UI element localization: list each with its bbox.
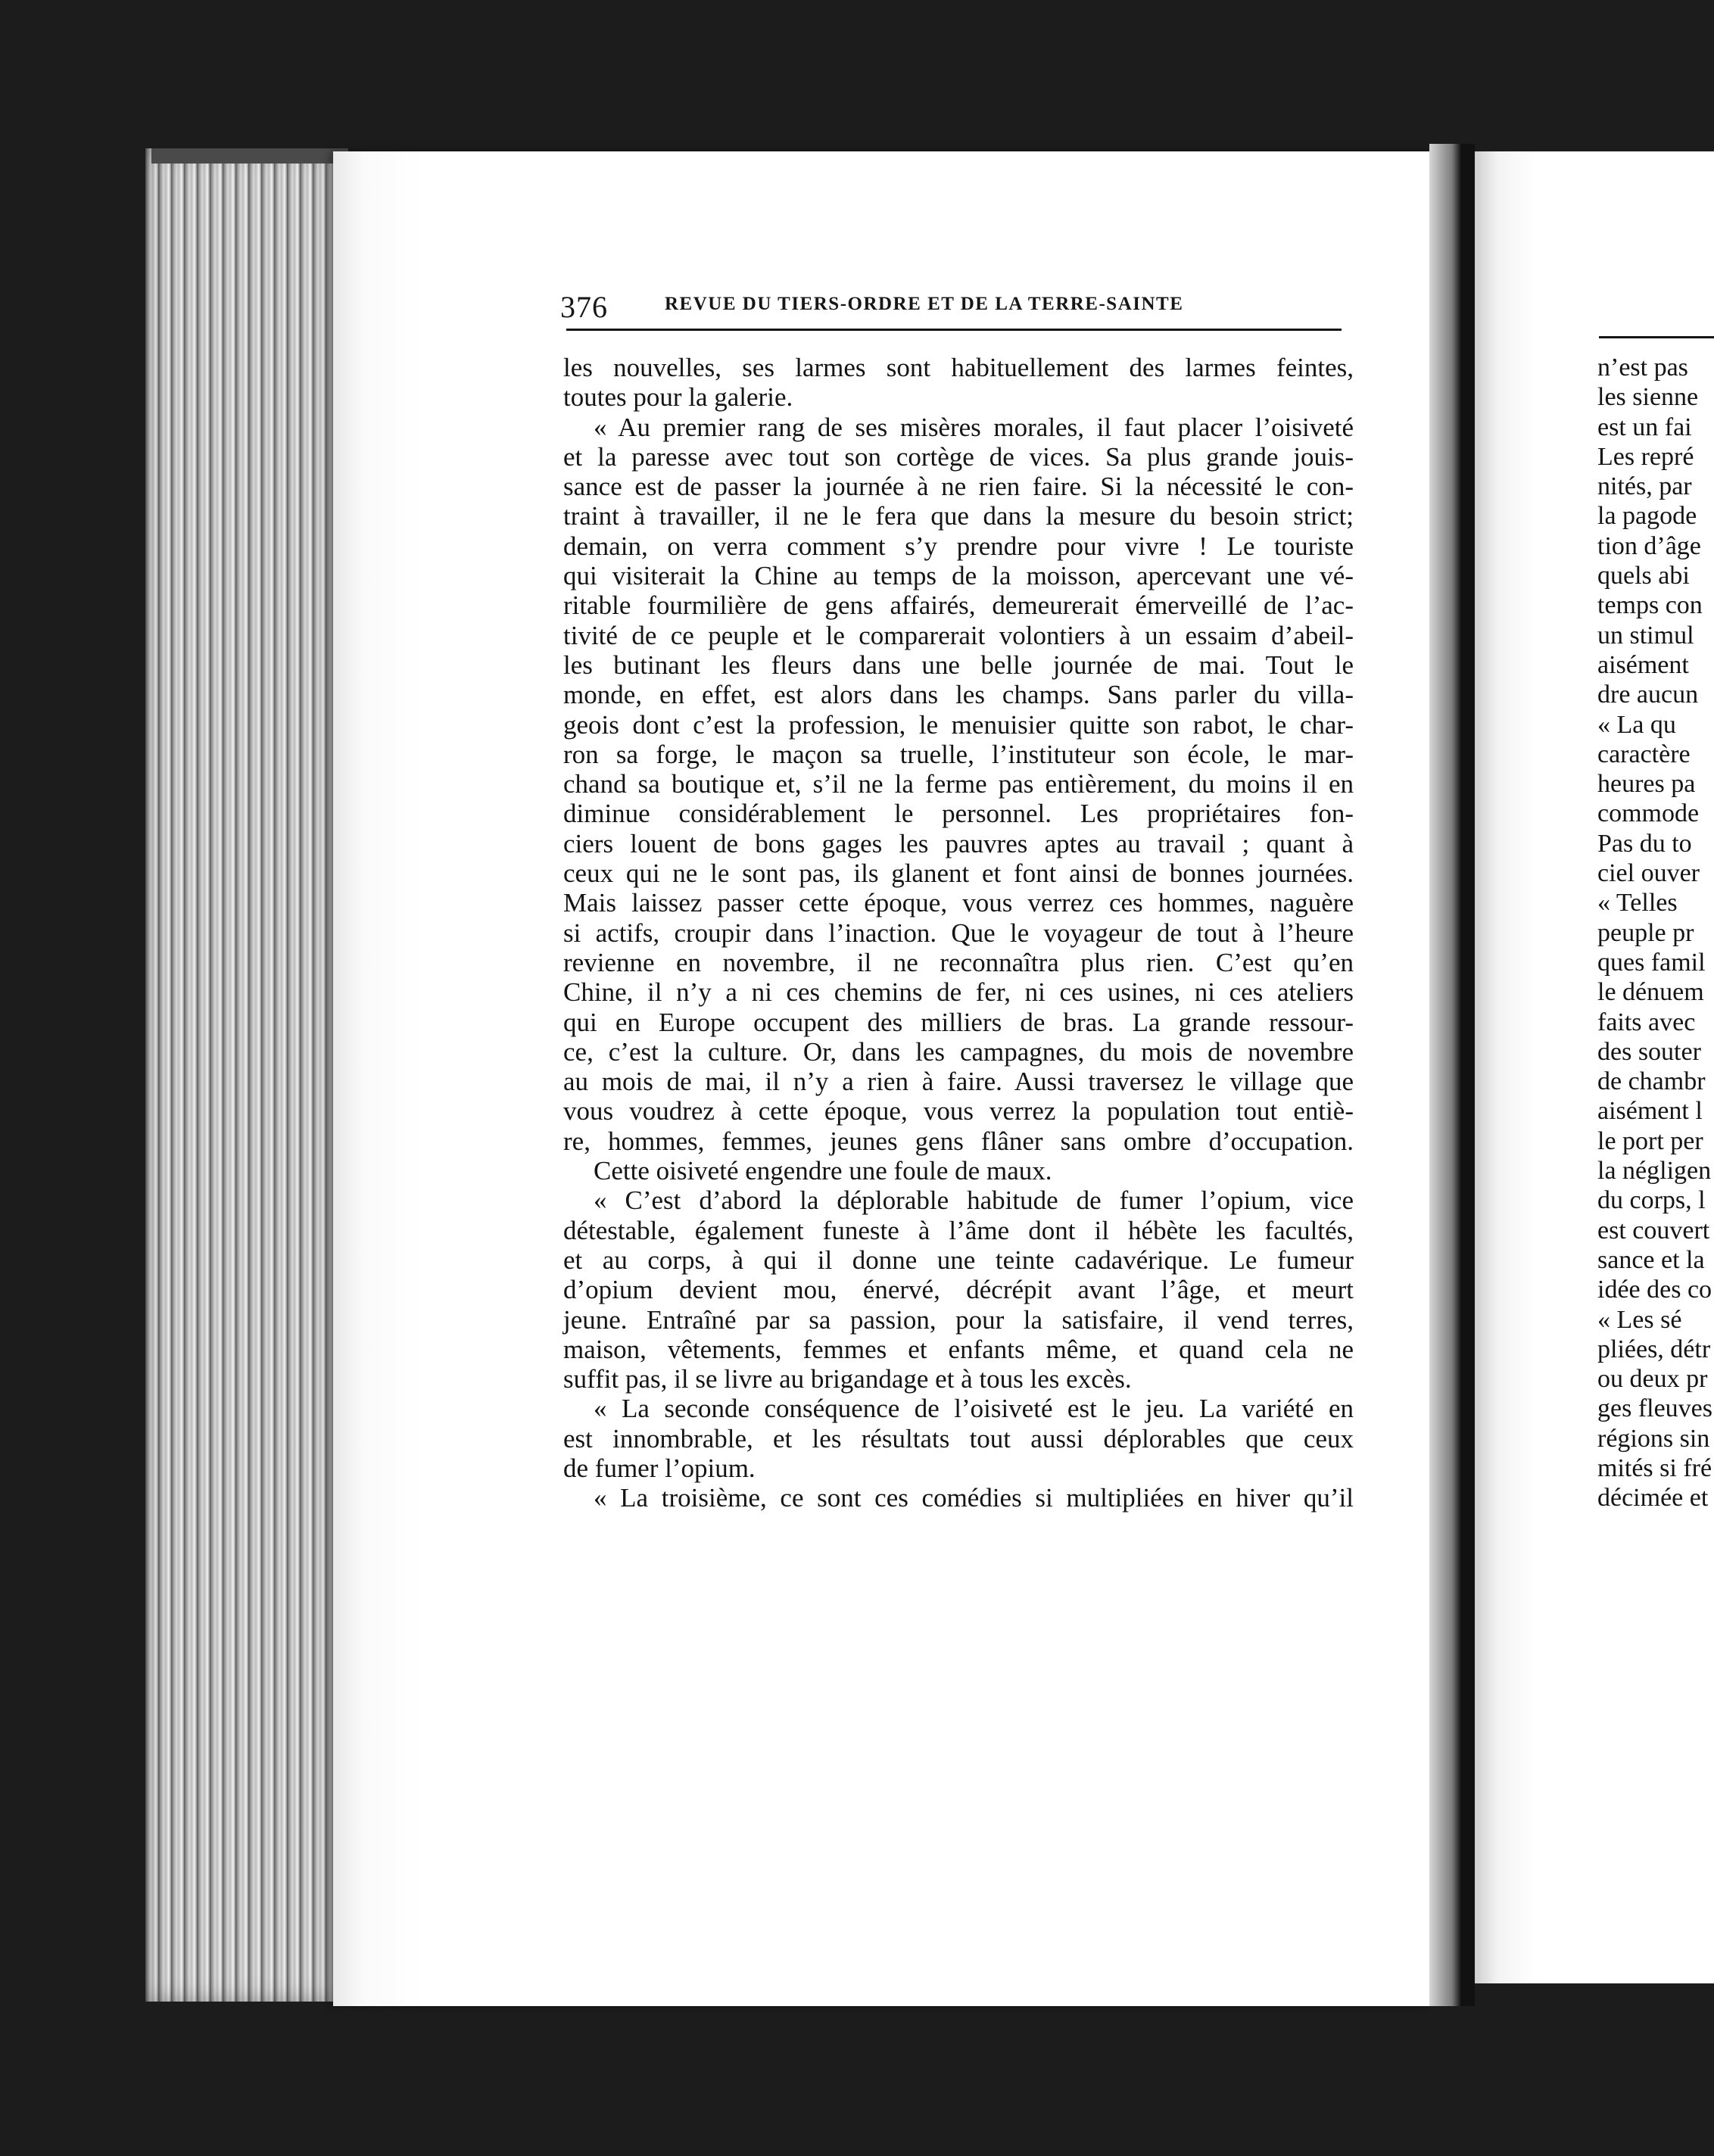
right-text-line: ciel ouver (1597, 859, 1700, 888)
text-line: et la paresse avec tout son cortège de vices. Sa plus grande jouis- (563, 441, 1354, 472)
book-gutter (1429, 144, 1475, 2006)
right-text-line: commode (1597, 799, 1700, 828)
right-text-line: ques famil (1597, 948, 1706, 977)
right-text-line: le dénuem (1597, 978, 1704, 1007)
text-line: les butinant les fleurs dans une belle journée de mai. Tout le (563, 650, 1354, 680)
text-line: toutes pour la galerie. (563, 382, 793, 413)
right-text-line: temps con (1597, 591, 1703, 620)
text-line: chand sa boutique et, s’il ne la ferme pas entièrement, du moins il en (563, 769, 1354, 799)
right-text-line: quels abi (1597, 562, 1690, 590)
right-text-line: décimée et (1597, 1484, 1709, 1513)
right-text-line: Pas du to (1597, 829, 1692, 858)
right-text-line: régions sin (1597, 1424, 1710, 1453)
text-line: Cette oisiveté engendre une foule de maux. (594, 1156, 1052, 1186)
text-line: ritable fourmilière de gens affairés, demeurerait émerveillé de l’ac- (563, 590, 1354, 621)
right-text-line: caractère (1597, 740, 1691, 768)
right-text-line: faits avec (1597, 1008, 1696, 1036)
text-line: « La seconde conséquence de l’oisiveté est le jeu. La variété en (594, 1394, 1354, 1424)
text-line: suffit pas, il se livre au brigandage et à tous les excès. (563, 1364, 1132, 1394)
text-line: sance est de passer la journée à ne rien faire. Si la nécessité le con- (563, 472, 1354, 502)
right-text-line: ges fleuves (1597, 1394, 1713, 1423)
text-line: et au corps, à qui il donne une teinte cadavérique. Le fumeur (563, 1245, 1354, 1275)
text-line: est innombrable, et les résultats tout aussi déplorables que ceux (563, 1423, 1354, 1453)
right-text-line: est un fai (1597, 413, 1692, 441)
right-text-line: nités, par (1597, 472, 1692, 501)
text-line: ce, c’est la culture. Or, dans les campagnes, du mois de novembre (563, 1036, 1354, 1067)
text-line: « Au premier rang de ses misères morales, il faut placer l’oisiveté (594, 412, 1354, 442)
text-line: geois dont c’est la profession, le menuisier quitte son rabot, le char- (563, 709, 1354, 740)
text-line: d’opium devient mou, énervé, décrépit avant l’âge, et meurt (563, 1275, 1354, 1305)
right-text-line: « Telles (1597, 889, 1678, 918)
text-line: monde, en effet, est alors dans les champs. Sans parler du villa- (563, 680, 1354, 710)
text-line: ceux qui ne le sont pas, ils glanent et font ainsi de bonnes journées. (563, 858, 1354, 889)
text-line: « La troisième, ce sont ces comédies si multipliées en hiver qu’il (594, 1483, 1354, 1513)
right-text-line: n’est pas (1597, 354, 1688, 382)
text-line: au mois de mai, il n’y a rien à faire. Aussi traversez le village que (563, 1067, 1354, 1097)
right-text-line: sance et la (1597, 1245, 1705, 1274)
right-text-line: ou deux pr (1597, 1365, 1708, 1394)
header-rule (566, 329, 1342, 331)
right-text-line: mités si fré (1597, 1453, 1712, 1482)
text-line: tivité de ce peuple et le comparerait volontiers à un essaim d’abeil- (563, 620, 1354, 650)
right-text-line: peuple pr (1597, 918, 1694, 947)
right-page-header-rule (1599, 336, 1714, 338)
running-title: REVUE DU TIERS-ORDRE ET DE LA TERRE-SAINTE (665, 294, 1184, 314)
right-text-line: Les repré (1597, 442, 1694, 471)
right-text-line: de chambr (1597, 1067, 1706, 1096)
right-text-line: idée des co (1597, 1276, 1712, 1304)
right-page-text (1597, 353, 1714, 1513)
page-number: 376 (560, 290, 608, 324)
text-line: ciers louent de bons gages les pauvres aptes au travail ; quant à (563, 828, 1354, 858)
right-text-line: « Les sé (1597, 1305, 1682, 1334)
text-line: détestable, également funeste à l’âme dont il hébète les facultés, (563, 1215, 1354, 1245)
right-text-line: la négligen (1597, 1157, 1712, 1185)
right-text-line: est couvert (1597, 1216, 1710, 1245)
right-text-line: « La qu (1597, 710, 1676, 739)
right-text-line: du corps, l (1597, 1186, 1706, 1215)
right-text-line: des souter (1597, 1037, 1701, 1066)
text-line: re, hommes, femmes, jeunes gens flâner sans ombre d’occupation. (563, 1126, 1354, 1156)
right-text-line: un stimul (1597, 621, 1694, 650)
text-line: qui en Europe occupent des milliers de bras. La grande ressour- (563, 1007, 1354, 1037)
text-line: les nouvelles, ses larmes sont habituellement des larmes feintes, (563, 353, 1354, 382)
text-line: de fumer l’opium. (563, 1453, 756, 1483)
body-text (563, 353, 1354, 1513)
text-line: ron sa forge, le maçon sa truelle, l’instituteur son école, le mar- (563, 739, 1354, 769)
right-text-line: dre aucun (1597, 681, 1699, 709)
page-stack-top (151, 148, 348, 164)
text-line: qui visiterait la Chine au temps de la moisson, apercevant une vé- (563, 561, 1354, 591)
right-text-line: pliées, détr (1597, 1335, 1711, 1363)
right-text-line: tion d’âge (1597, 531, 1701, 560)
text-line: revienne en novembre, il ne reconnaîtra plus rien. C’est qu’en (563, 947, 1354, 977)
text-line: si actifs, croupir dans l’inaction. Que le voyageur de tout à l’heure (563, 918, 1354, 948)
right-text-line: aisément l (1597, 1097, 1703, 1126)
text-line: vous voudrez à cette époque, vous verrez la population tout entiè- (563, 1096, 1354, 1126)
right-text-line: aisément (1597, 650, 1689, 679)
text-line: traint à travailler, il ne le fera que dans la mesure du besoin strict; (563, 501, 1354, 531)
right-text-line: les sienne (1597, 383, 1699, 412)
right-text-line: heures pa (1597, 770, 1696, 799)
page-stack-edge (145, 148, 335, 2002)
text-line: Chine, il n’y a ni ces chemins de fer, ni ces usines, ni ces ateliers (563, 977, 1354, 1008)
text-line: jeune. Entraîné par sa passion, pour la satisfaire, il vend terres, (563, 1304, 1354, 1335)
right-text-line: le port per (1597, 1126, 1703, 1155)
right-text-line: la pagode (1597, 502, 1697, 531)
text-line: demain, on verra comment s’y prendre pour vivre ! Le touriste (563, 531, 1354, 561)
text-line: maison, vêtements, femmes et enfants même, et quand cela ne (563, 1334, 1354, 1364)
text-line: « C’est d’abord la déplorable habitude de fumer l’opium, vice (594, 1185, 1354, 1216)
page-header (560, 289, 1338, 326)
text-line: Mais laissez passer cette époque, vous verrez ces hommes, naguère (563, 888, 1354, 918)
text-line: diminue considérablement le personnel. Les propriétaires fon- (563, 799, 1354, 829)
